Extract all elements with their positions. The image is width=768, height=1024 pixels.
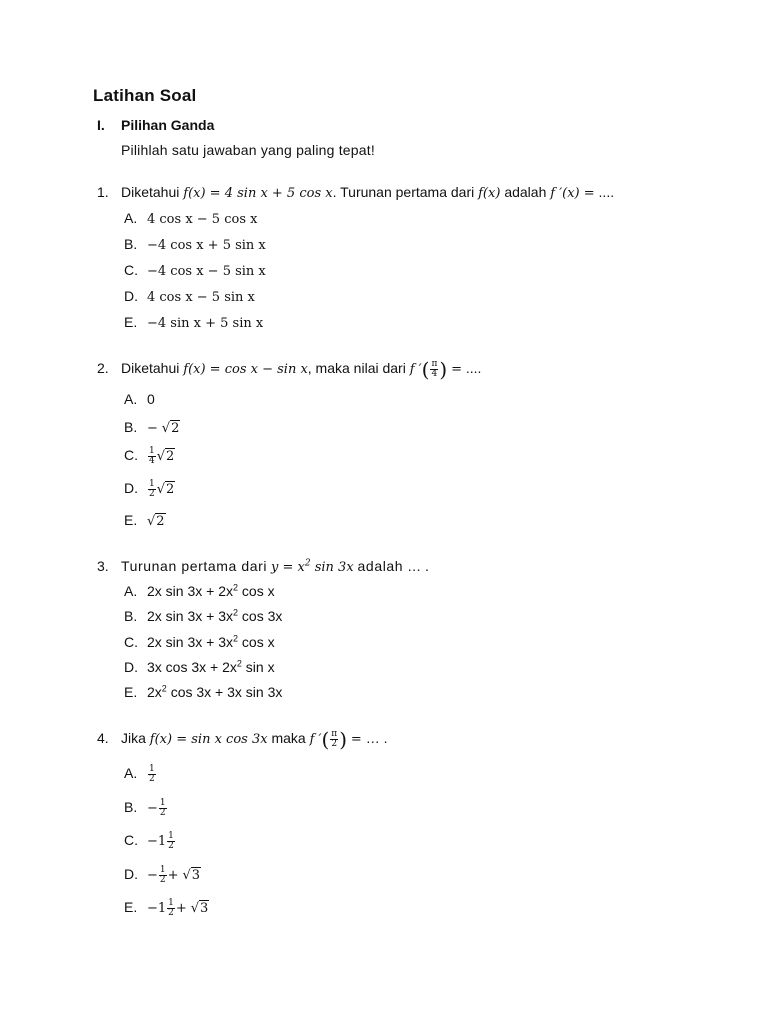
fraction: $\frac{1}{2}$ <box>168 831 174 851</box>
question-expression: f(x) = cos x − sin x <box>183 362 308 378</box>
option-text: $2x^2$ cos 3x + 3x sin 3x <box>147 683 283 700</box>
question-number: 1. <box>97 184 109 200</box>
page-title: Latihan Soal <box>93 86 197 105</box>
option-3e[interactable] <box>124 684 282 700</box>
option-2c[interactable] <box>124 447 175 466</box>
answer-blank: … . <box>407 558 429 574</box>
section-number: I. <box>97 117 105 133</box>
question-3 <box>97 558 429 575</box>
sqrt-expression: √2 <box>156 482 175 498</box>
option-2b[interactable] <box>124 419 180 436</box>
option-text: 2x $\sin 3x + 3x^2$ cos 3x <box>147 607 283 624</box>
option-label: A. <box>124 583 138 599</box>
fraction: $\frac{1}{2}$ <box>149 764 155 784</box>
plus-sign: + <box>167 868 179 884</box>
question-1 <box>97 184 614 201</box>
question-prefix: Diketahui <box>121 184 180 200</box>
option-sign: − <box>147 868 158 884</box>
option-label: E. <box>124 899 138 916</box>
option-3d[interactable] <box>124 659 275 675</box>
sqrt-expression: √2 <box>147 514 165 529</box>
option-2d[interactable] <box>124 480 175 499</box>
question-suffix: adalah <box>504 184 547 200</box>
option-label: E. <box>124 512 138 528</box>
question-number: 2. <box>97 360 109 377</box>
option-label: D. <box>124 480 138 497</box>
sqrt-expression: √3 <box>190 901 209 917</box>
option-2e[interactable] <box>124 512 166 529</box>
option-label: B. <box>124 608 138 624</box>
question-prefix: Jika <box>121 730 146 747</box>
fraction: $\frac{1}{4}$ <box>149 446 155 466</box>
question-2 <box>97 357 482 382</box>
question-middle: maka <box>271 730 306 747</box>
derivative-symbol: f ′ <box>309 732 322 748</box>
question-expression: f(x) = 4 sin x + 5 cos x <box>183 186 333 201</box>
question-middle: , maka nilai dari <box>307 360 406 377</box>
option-text: −4 cos x − 5 sin x <box>147 264 266 279</box>
fraction: $\frac{1}{2}$ <box>159 865 166 885</box>
option-label: B. <box>124 419 138 435</box>
question-number: 4. <box>97 730 109 747</box>
option-label: A. <box>124 210 138 226</box>
option-text: 3x $\cos 3x + 2x^2$ sin x <box>147 658 275 675</box>
option-sign: − <box>147 801 158 817</box>
section-title: Pilihan Ganda <box>121 117 215 133</box>
question-expression: f(x) = sin x cos 3x <box>149 732 268 748</box>
section-heading <box>97 117 214 133</box>
open-paren: ( <box>321 727 330 752</box>
option-4a[interactable] <box>124 765 157 784</box>
option-sign: − <box>147 421 158 436</box>
option-sign: −1 <box>147 834 167 850</box>
fraction: $\frac{1}{2}$ <box>159 798 166 818</box>
option-label: E. <box>124 684 138 700</box>
option-label: E. <box>124 314 138 330</box>
option-1d[interactable] <box>124 288 255 305</box>
option-label: C. <box>124 447 138 464</box>
question-prefix: Diketahui <box>121 360 180 377</box>
question-expression: $y = x^2$ sin 3x <box>271 558 354 575</box>
fraction: $\frac{\pi}{2}$ <box>331 729 338 749</box>
option-1e[interactable] <box>124 314 263 331</box>
option-4c[interactable] <box>124 832 176 851</box>
fraction: $\frac{\pi}{4}$ <box>431 359 438 379</box>
option-label: B. <box>124 236 138 252</box>
option-label: D. <box>124 288 138 304</box>
sqrt-expression: √2 <box>156 449 175 465</box>
equals-sign: = <box>451 362 462 378</box>
question-middle: . Turunan pertama dari <box>332 184 475 200</box>
sqrt-expression: √3 <box>182 868 201 884</box>
option-text: 2x $\sin 3x + 2x^2$ cos x <box>147 582 275 599</box>
option-label: C. <box>124 634 138 650</box>
derivative-symbol: f ′ <box>409 362 422 378</box>
plus-sign: + <box>175 901 187 917</box>
option-1a[interactable] <box>124 210 257 227</box>
answer-blank: .... <box>465 360 482 377</box>
question-prefix: Turunan pertama dari <box>121 558 268 574</box>
option-3c[interactable] <box>124 634 275 650</box>
answer-blank: .... <box>598 184 615 200</box>
option-label: A. <box>124 391 138 407</box>
derivative-symbol: f ′(x) = <box>550 186 595 201</box>
option-4e[interactable] <box>124 899 209 918</box>
fraction: $\frac{1}{2}$ <box>168 898 174 918</box>
option-1b[interactable] <box>124 236 266 253</box>
equals-sign: = <box>350 732 362 748</box>
option-label: C. <box>124 262 138 278</box>
answer-blank: … . <box>365 730 388 747</box>
option-3b[interactable] <box>124 608 282 624</box>
option-label: A. <box>124 765 138 782</box>
close-paren: ) <box>439 357 448 382</box>
option-text: 2x $\sin 3x + 3x^2$ cos x <box>147 633 275 650</box>
option-text: 0 <box>147 391 155 407</box>
section-instruction: Pilihlah satu jawaban yang paling tepat! <box>121 142 375 158</box>
option-4d[interactable] <box>124 866 201 885</box>
option-sign: −1 <box>147 901 167 917</box>
question-number: 3. <box>97 558 109 574</box>
sqrt-expression: √2 <box>161 421 180 436</box>
question-4 <box>97 727 388 752</box>
close-paren: ) <box>339 727 348 752</box>
option-label: B. <box>124 799 138 816</box>
option-2a[interactable] <box>124 391 155 407</box>
option-3a[interactable] <box>124 583 275 599</box>
option-text: −4 sin x + 5 sin x <box>147 316 264 331</box>
option-label: D. <box>124 866 138 883</box>
option-text: −4 cos x + 5 sin x <box>147 238 266 253</box>
option-text: 4 cos x − 5 cos x <box>147 212 258 227</box>
option-4b[interactable] <box>124 799 168 818</box>
function-fx: f(x) <box>478 186 501 201</box>
option-1c[interactable] <box>124 262 266 279</box>
open-paren: ( <box>421 357 430 382</box>
option-label: D. <box>124 659 138 675</box>
option-label: C. <box>124 832 138 849</box>
question-suffix: adalah <box>357 558 404 574</box>
option-text: 4 cos x − 5 sin x <box>147 290 255 305</box>
fraction: $\frac{1}{2}$ <box>149 479 155 499</box>
